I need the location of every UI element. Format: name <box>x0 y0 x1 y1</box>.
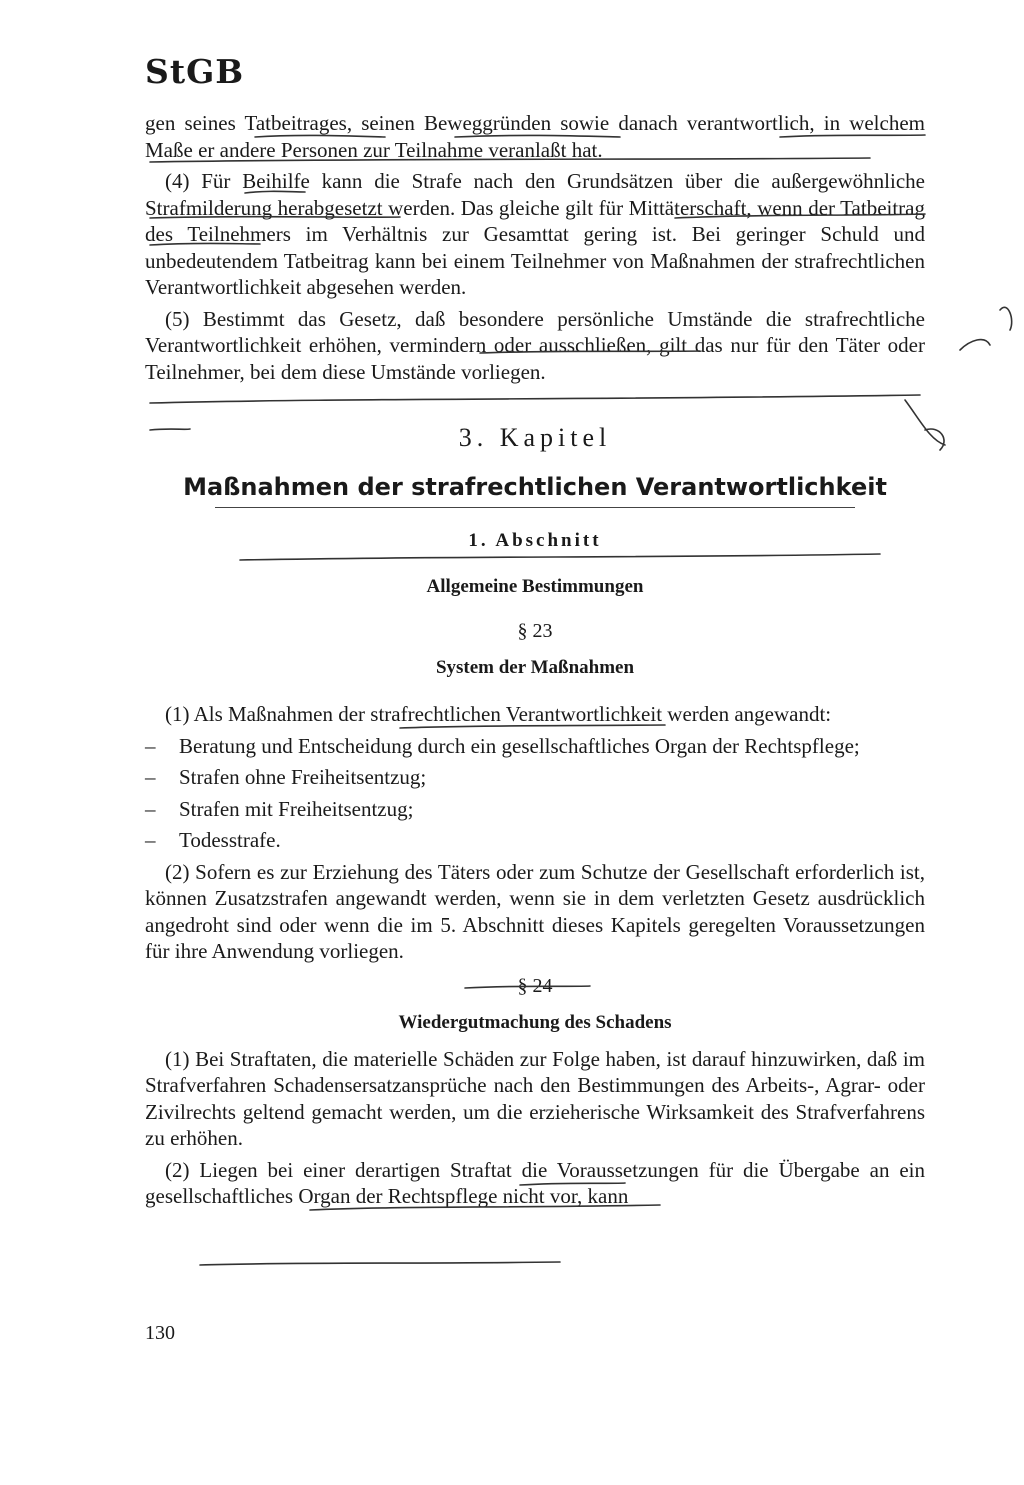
section-title: Allgemeine Bestimmungen <box>426 576 644 597</box>
paragraph-23-sign: § 23 <box>517 620 553 642</box>
page-number: 130 <box>145 1322 175 1344</box>
paragraph-24-2: (2) Liegen bei einer derartigen Straftat die Voraussetzungen für die Übergabe an ein gesellschaftliches Organ der Rechtspflege nicht vor, kann <box>145 1157 925 1208</box>
paragraph-23-2: (2) Sofern es zur Erziehung des Täters oder zum Schutze der Gesellschaft erforderlich ist, können Zusatzstrafen angewandt werden, wenn sie in dem verletzten Gesetz ausdrücklich angedroht sind oder wenn die im 5. Abschnitt dieses Kapitels geregelten Voraussetzungen für ihre Anwendung vorliegen. <box>145 859 925 963</box>
paragraph-24-title: Wiedergutmachung des Schadens <box>398 1011 672 1033</box>
page-content <box>145 110 925 1215</box>
measures-list <box>145 733 925 854</box>
margin-scribble <box>960 307 1012 350</box>
paragraph-24-1: (1) Bei Straftaten, die materielle Schäden zur Folge haben, ist darauf hinzuwirken, daß im Strafverfahren Schadensersatzansprüche nach den Bestimmungen des Arbeits-, Agrar- oder Zivilrechts geltend gemacht werden, um die erzieherische Wirksamkeit des Strafverfahrens zu erhöhen. <box>145 1046 925 1150</box>
list-dash: – <box>145 796 156 821</box>
section-number: 1. Abschnitt <box>468 530 602 551</box>
running-header: StGB <box>145 52 245 91</box>
list-item: – Beratung und Entscheidung durch ein gesellschaftliches Organ der Rechtspflege; <box>145 733 860 758</box>
list-dash: – <box>145 733 156 758</box>
chapter-number: 3. Kapitel <box>458 423 612 452</box>
paragraph-23-intro: (1) Als Maßnahmen der strafrechtlichen Verantwortlichkeit werden angewandt: <box>165 702 832 726</box>
list-dash: – <box>145 765 156 789</box>
underline-mark <box>200 1262 560 1265</box>
list-item: – Strafen ohne Freiheitsentzug; <box>145 765 427 789</box>
list-item: – Todesstrafe. <box>145 828 281 852</box>
chapter-title: Maßnahmen der strafrechtlichen Verantwortlichkeit <box>183 473 887 501</box>
paragraph-5: (5) Bestimmt das Gesetz, daß besondere persönliche Umstände die strafrechtliche Verantwortlichkeit erhöhen, vermindern oder ausschließen, gilt das nur für den Täter oder Teilnehmer, bei dem diese Umstände vorliegen. <box>145 306 925 384</box>
list-item: – Strafen mit Freiheitsentzug; <box>145 796 414 821</box>
chapter-divider <box>215 507 855 508</box>
list-dash: – <box>145 828 156 852</box>
paragraph-23-title: System der Maßnahmen <box>435 657 635 678</box>
paragraph-4: (4) Für Beihilfe kann die Strafe nach den Grundsätzen über die außergewöhnliche Strafmilderung herabgesetzt werden. Das gleiche gilt für Mittäterschaft, wenn der Tatbeitrag des Teilnehmers im Verhältnis zur Gesamttat gering ist. Bei geringer Schuld und unbedeutendem Tatbeitrag kann bei einem Teilnehmer von Maßnahmen der strafrechtlichen Verantwortlichkeit abgesehen werden. <box>145 169 925 299</box>
paragraph-24-sign: § 24 <box>517 974 553 997</box>
continuation-paragraph: gen seines Tatbeitrages, seinen Beweggründen sowie danach verantwortlich, in welchem Maße er andere Personen zur Teilnahme veranlaßt hat. <box>145 111 925 162</box>
